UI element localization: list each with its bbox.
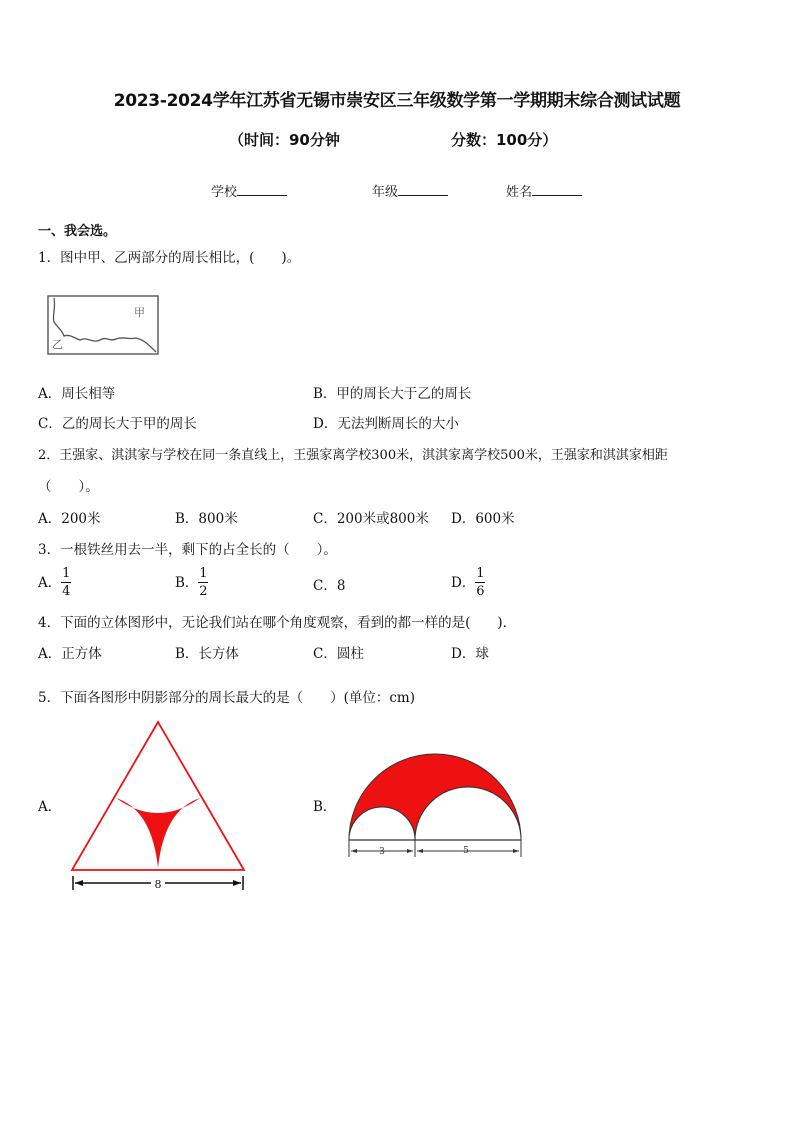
question-1-text: 1．图中甲、乙两部分的周长相比，( )。: [38, 250, 301, 266]
semicircle-figure: [344, 725, 526, 859]
q5-option-a[interactable]: A．: [38, 799, 62, 815]
arrow: [417, 849, 423, 853]
name-field[interactable]: [506, 181, 582, 200]
page-title: 2023-2024学年江苏省无锡市崇安区三年级数学第一学期期末综合测试试题: [113, 91, 681, 111]
q1-option-b[interactable]: B．甲的周长大于乙的周长: [313, 386, 472, 402]
name-blank[interactable]: [532, 183, 582, 196]
exam-time: （时间：90分钟: [229, 131, 340, 149]
question-2-text: 2．王强家、淇淇家与学校在同一条直线上，王强家离学校300米，淇淇家离学校500米，王强家和淇淇家相距: [38, 448, 668, 463]
q3-option-b[interactable]: [175, 566, 208, 599]
fraction: [61, 566, 71, 599]
arrow: [351, 849, 357, 853]
q4-option-c[interactable]: C．圆柱: [313, 646, 364, 662]
numerator: 1: [62, 566, 71, 581]
q2-option-a[interactable]: A．200米: [38, 511, 101, 527]
arrow-left: [75, 880, 83, 886]
grade-blank[interactable]: [398, 183, 448, 196]
q3-option-d[interactable]: [451, 566, 485, 599]
question-3-text: 3．一根铁丝用去一半，剩下的占全长的（ ）。: [38, 542, 337, 558]
question-4-text: 4．下面的立体图形中，无论我们站在哪个角度观察，看到的都一样的是( )．: [38, 615, 517, 631]
shaded-region: [116, 798, 200, 868]
rect-outline: [48, 296, 158, 354]
q4-option-a[interactable]: A．正方体: [38, 646, 102, 662]
q3-option-c-value: 8: [336, 578, 346, 594]
q3-option-a-letter: A．: [38, 574, 62, 591]
dim-label-large: 5: [463, 846, 469, 856]
fraction: [198, 566, 208, 599]
question-2-text-cont: （ ）。: [38, 479, 99, 495]
section-heading: 一、我会选。: [38, 224, 117, 239]
arrow: [513, 849, 519, 853]
label-jia: 甲: [134, 306, 145, 319]
q4-option-b[interactable]: B．长方体: [175, 646, 239, 662]
arrow: [407, 849, 413, 853]
fraction: [475, 566, 485, 599]
q2-option-b[interactable]: B．800米: [175, 511, 238, 527]
name-label: 姓名: [506, 185, 533, 200]
q3-option-d-letter: D．: [451, 574, 476, 591]
dimension-label: 8: [154, 878, 162, 891]
grade-field[interactable]: [372, 181, 448, 200]
q4-option-d[interactable]: D．球: [451, 646, 489, 662]
numerator: 1: [476, 566, 485, 581]
exam-score: 分数：100分）: [451, 131, 558, 149]
q2-option-c[interactable]: C．200米或800米: [313, 511, 429, 527]
q3-option-a[interactable]: [38, 566, 71, 599]
label-yi: 乙: [52, 338, 63, 351]
triangle-figure: [66, 718, 252, 894]
denominator: 6: [476, 584, 485, 599]
dim-label-small: 3: [379, 847, 385, 857]
arrow-right: [233, 880, 241, 886]
perimeter-figure: [44, 292, 164, 358]
q1-option-c[interactable]: C．乙的周长大于甲的周长: [38, 416, 197, 432]
denominator: 4: [62, 584, 71, 599]
q1-option-d[interactable]: D．无法判断周长的大小: [313, 416, 459, 432]
q3-option-c[interactable]: [313, 577, 345, 595]
school-field[interactable]: [211, 181, 287, 200]
q3-option-b-letter: B．: [175, 574, 199, 591]
numerator: 1: [199, 566, 208, 581]
q3-option-c-letter: C．: [313, 578, 337, 594]
q2-option-d[interactable]: D．600米: [451, 511, 515, 527]
q1-option-a[interactable]: A．周长相等: [38, 386, 116, 402]
q5-option-b[interactable]: B．: [313, 799, 337, 815]
denominator: 2: [199, 584, 208, 599]
grade-label: 年级: [372, 185, 399, 200]
school-blank[interactable]: [237, 183, 287, 196]
question-5-text: 5．下面各图形中阴影部分的周长最大的是（ ）(单位：cm): [38, 690, 415, 706]
school-label: 学校: [211, 185, 238, 200]
